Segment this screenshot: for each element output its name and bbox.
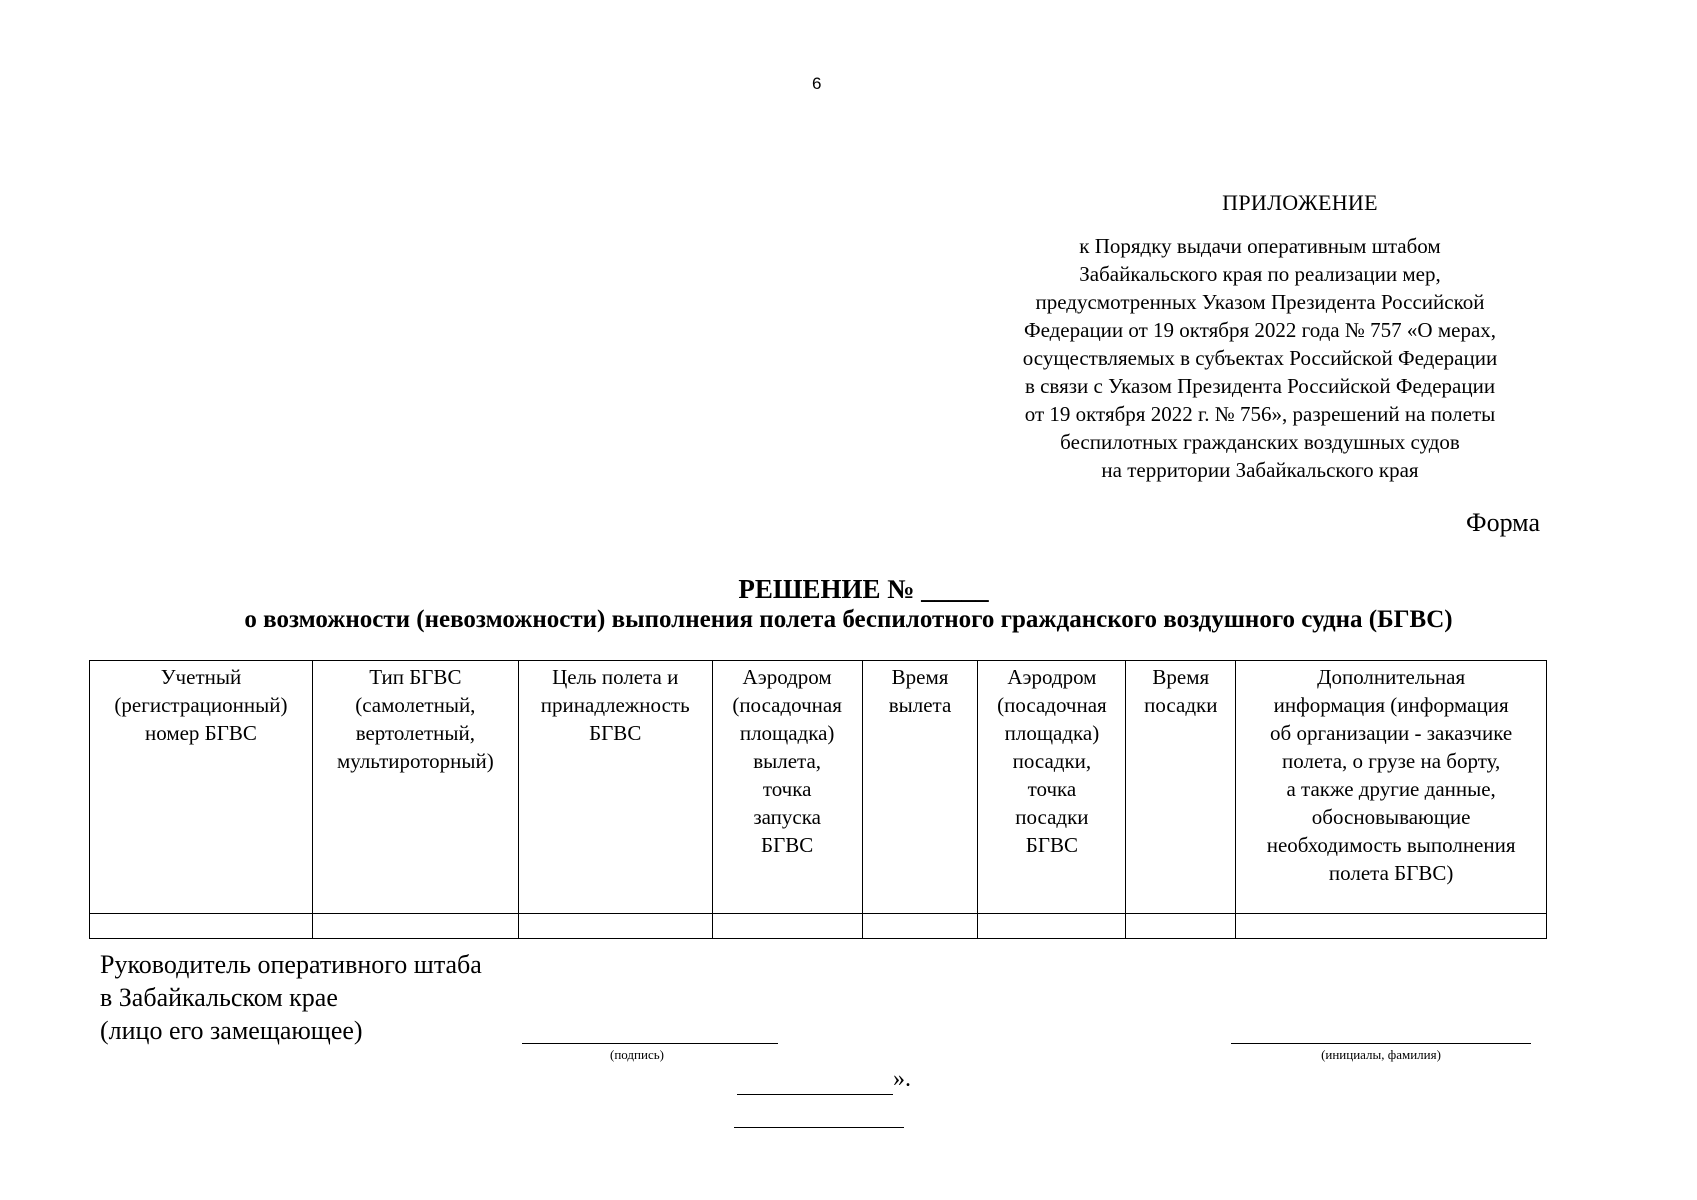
appendix-line: Забайкальского края по реализации мер, (1079, 262, 1441, 286)
table-cell (862, 914, 978, 939)
table-cell (1236, 914, 1547, 939)
form-label: Форма (1466, 508, 1540, 537)
column-header-additional-info: Дополнительная информация (информация об организации - заказчике полета, о грузе на борту, а также другие данные, обосновывающие необходимость выполнения полета БГВС) (1236, 661, 1547, 914)
column-header-flight-purpose: Цель полета и принадлежность БГВС (518, 661, 712, 914)
column-header-departure-time: Время вылета (862, 661, 978, 914)
column-header-aircraft-type: Тип БГВС (самолетный, вертолетный, мультироторный) (312, 661, 518, 914)
appendix-title: ПРИЛОЖЕНИЕ (1222, 190, 1378, 215)
name-caption: (инициалы, фамилия) (1321, 1047, 1441, 1062)
appendix-line: к Порядку выдачи оперативным штабом (1079, 234, 1441, 258)
appendix-line: в связи с Указом Президента Российской Федерации (1024, 374, 1496, 398)
table-header-row (90, 661, 1547, 914)
appendix-line: беспилотных гражданских воздушных судов (1060, 430, 1460, 454)
appendix-line: Федерации от 19 октября 2022 года № 757 «О мерах, (1023, 318, 1497, 342)
appendix-line: на территории Забайкальского края (1101, 458, 1419, 482)
flight-table (89, 660, 1547, 939)
signer-line: Руководитель оперативного штаба (100, 950, 482, 979)
column-header-registration-number: Учетный (регистрационный) номер БГВС (90, 661, 313, 914)
signer-position (100, 948, 482, 1047)
signature-line (522, 1043, 778, 1044)
signer-line: в Забайкальском крае (100, 983, 338, 1012)
decision-subtitle: о возможности (невозможности) выполнения полета беспилотного гражданского воздушного судна (БГВС) (244, 606, 1453, 633)
table-cell (1126, 914, 1236, 939)
table-cell (712, 914, 862, 939)
table-cell (312, 914, 518, 939)
table-cell (90, 914, 313, 939)
column-header-landing-aerodrome: Аэродром (посадочная площадка) посадки, точка посадки БГВС (978, 661, 1126, 914)
bottom-line (734, 1127, 904, 1128)
column-header-departure-aerodrome: Аэродром (посадочная площадка) вылета, точка запуска БГВС (712, 661, 862, 914)
table-cell (518, 914, 712, 939)
signer-line: (лицо его замещающее) (100, 1016, 363, 1045)
date-line (737, 1094, 893, 1095)
decision-title: РЕШЕНИЕ № _____ (738, 574, 989, 604)
appendix-line: от 19 октября 2022 г. № 756», разрешений на полеты (1024, 402, 1496, 426)
page-number: 6 (812, 74, 822, 93)
appendix-body (960, 232, 1560, 484)
table-cell (978, 914, 1126, 939)
closing-quote: ». (893, 1066, 911, 1092)
table-row (90, 914, 1547, 939)
signature-caption: (подпись) (610, 1047, 664, 1062)
column-header-landing-time: Время посадки (1126, 661, 1236, 914)
appendix-line: осуществляемых в субъектах Российской Федерации (1022, 346, 1498, 370)
appendix-line: предусмотренных Указом Президента Российской (1035, 290, 1485, 314)
name-line (1231, 1043, 1531, 1044)
